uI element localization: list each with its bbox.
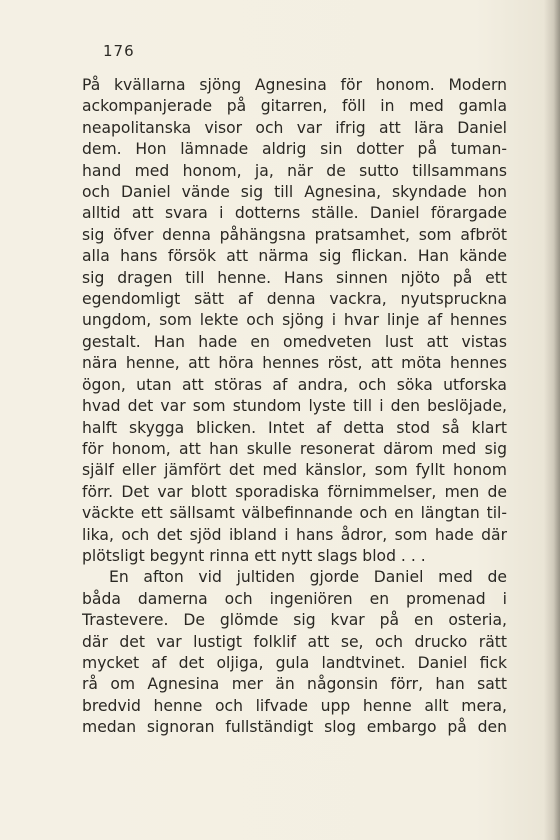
text-line: gestalt. Han hade en omedveten lust att vistas bbox=[82, 332, 507, 351]
body-text bbox=[82, 75, 507, 739]
text-line: väckte ett sällsamt välbefinnande och en längtan til- bbox=[82, 504, 507, 523]
page-edge-shadow bbox=[544, 0, 560, 840]
text-line: ögon, utan att störas af andra, och söka utforska bbox=[82, 375, 507, 394]
text-line: båda damerna och ingeniören en promenad i bbox=[82, 589, 507, 608]
text-line: ungdom, som lekte och sjöng i hvar linje af hennes bbox=[82, 311, 507, 330]
page-number: 176 bbox=[103, 42, 135, 60]
text-line: nära henne, att höra hennes röst, att möta hennes bbox=[82, 354, 507, 373]
text-line: Trastevere. De glömde sig kvar på en osteria, bbox=[82, 611, 507, 630]
text-line: medan signoran fullständigt slog embargo på den bbox=[82, 718, 507, 737]
text-line: mycket af det oljiga, gula landtvinet. Daniel fick bbox=[82, 653, 507, 672]
text-line: På kvällarna sjöng Agnesina för honom. Modern bbox=[82, 76, 507, 94]
text-line: egendomligt sätt af denna vackra, nyutspruckna bbox=[82, 290, 507, 309]
text-line: själf eller jämfört det med känslor, som fyllt honom bbox=[82, 461, 507, 480]
text-line: förr. Det var blott sporadiska förnimmelser, men de bbox=[82, 482, 507, 501]
text-line: för honom, att han skulle resonerat därom med sig bbox=[82, 439, 507, 458]
text-line: sig öfver denna påhängsna pratsamhet, som afbröt bbox=[82, 225, 507, 244]
text-line: alltid att svara i dotterns ställe. Daniel förargade bbox=[82, 204, 507, 223]
text-line: hvad det var som stundom lyste till i den beslöjade, bbox=[82, 397, 507, 416]
text-line: alla hans försök att närma sig flickan. Han kände bbox=[82, 247, 507, 266]
text-line: där det var lustigt folklif att se, och drucko rätt bbox=[82, 632, 507, 651]
text-line: och Daniel vände sig till Agnesina, skyndade hon bbox=[82, 183, 507, 202]
text-line: sig dragen till henne. Hans sinnen njöto på ett bbox=[82, 268, 507, 287]
text-line: bredvid henne och lifvade upp henne allt mera, bbox=[82, 696, 507, 715]
text-line: lika, och det sjöd ibland i hans ådror, som hade där bbox=[82, 525, 507, 544]
text-line: neapolitanska visor och var ifrig att lära Daniel bbox=[82, 118, 507, 137]
text-line: hand med honom, ja, när de sutto tillsammans bbox=[82, 161, 507, 180]
text-line: rå om Agnesina mer än någonsin förr, han satt bbox=[82, 675, 507, 694]
text-line: halft skygga blicken. Intet af detta stod så klart bbox=[82, 418, 507, 437]
text-line: ackompanjerade på gitarren, föll in med gamla bbox=[82, 97, 507, 116]
text-line: plötsligt begynt rinna ett nytt slags blod . . . bbox=[82, 546, 426, 565]
text-line: dem. Hon lämnade aldrig sin dotter på tuman- bbox=[82, 140, 507, 159]
paragraph-first-line: En afton vid jultiden gjorde Daniel med de bbox=[109, 568, 507, 587]
